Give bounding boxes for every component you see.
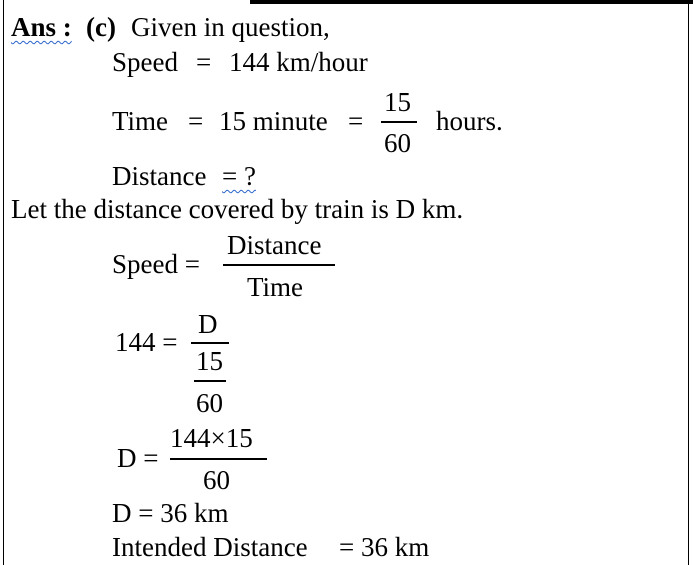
step1-inner-numerator: 15 xyxy=(196,346,223,376)
step1-lhs: 144 = xyxy=(115,327,178,357)
step1-inner-denominator: 60 xyxy=(196,388,223,418)
final-label: Intended Distance xyxy=(112,532,308,562)
time-label: Time xyxy=(112,106,169,136)
top-border-bar xyxy=(250,0,693,4)
formula-lhs: Speed = xyxy=(112,249,200,279)
speed-label: Speed xyxy=(112,47,178,77)
time-unit: hours. xyxy=(436,106,503,136)
formula-fraction-bar xyxy=(223,264,335,266)
time-fraction-numerator: 15 xyxy=(384,87,411,117)
step1-numerator: D xyxy=(198,309,218,339)
formula-denominator: Time xyxy=(247,272,304,302)
right-border xyxy=(688,0,689,565)
speed-equals: = xyxy=(196,47,212,77)
step2-denominator: 60 xyxy=(203,465,230,495)
answer-option: (c) xyxy=(86,12,116,42)
ans-label: Ans : xyxy=(11,12,72,42)
result-text: D = 36 km xyxy=(112,498,229,528)
time-fraction-denominator: 60 xyxy=(384,128,411,158)
time-equals: = xyxy=(188,106,204,136)
time-value: 15 minute xyxy=(219,106,328,136)
assumption-text: Let the distance covered by train is D km. xyxy=(11,194,464,224)
distance-query: = ? xyxy=(222,161,256,191)
time-fraction-bar xyxy=(381,121,417,123)
formula-numerator: Distance xyxy=(227,230,322,260)
distance-label: Distance xyxy=(112,161,207,191)
speed-value: 144 km/hour xyxy=(229,47,368,77)
step1-main-bar xyxy=(191,342,229,344)
step2-lhs: D = xyxy=(117,443,159,473)
left-border xyxy=(3,0,4,565)
step2-fraction-bar xyxy=(170,458,267,460)
final-value: = 36 km xyxy=(339,532,430,562)
intro-text: Given in question, xyxy=(131,12,330,42)
step1-inner-bar xyxy=(194,380,226,382)
step2-numerator: 144×15 xyxy=(170,423,253,453)
time-equals-2: = xyxy=(348,106,364,136)
